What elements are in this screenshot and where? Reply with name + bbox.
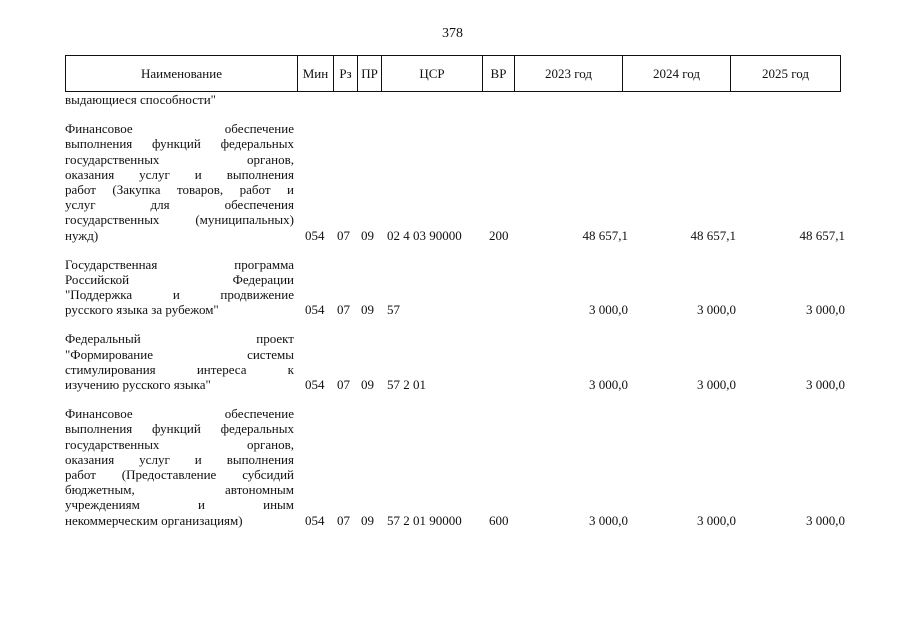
name-line: государственных органов, bbox=[65, 436, 294, 452]
header-2024: 2024 год bbox=[623, 56, 731, 92]
row-name bbox=[65, 406, 294, 528]
cell-min: 054 bbox=[305, 512, 325, 528]
row-values bbox=[65, 302, 850, 317]
row-values bbox=[65, 513, 850, 528]
name-line: нужд) bbox=[65, 227, 99, 243]
cell-2025: 3 000,0 bbox=[806, 377, 845, 392]
row-name bbox=[65, 92, 294, 107]
name-line: Российской Федерации bbox=[65, 271, 294, 287]
name-line: "Поддержка и продвижение bbox=[65, 287, 294, 303]
name-line: выдающиеся способности" bbox=[65, 92, 216, 107]
name-line: Государственная программа bbox=[65, 256, 294, 272]
header-pr: ПР bbox=[358, 56, 382, 92]
name-line: услуг для обеспечения bbox=[65, 197, 294, 213]
cell-csr: 57 2 01 bbox=[387, 377, 426, 392]
header-2023: 2023 год bbox=[515, 56, 623, 92]
name-line: работ (Предоставление субсидий bbox=[65, 466, 294, 482]
name-line: стимулирования интереса к bbox=[65, 361, 294, 377]
name-line: Финансовое обеспечение bbox=[65, 121, 294, 137]
header-vr: ВР bbox=[483, 56, 515, 92]
table-row bbox=[65, 406, 850, 528]
name-line: некоммерческим организациям) bbox=[65, 512, 243, 528]
table-header bbox=[65, 55, 841, 92]
name-line: оказания услуг и выполнения bbox=[65, 451, 294, 467]
cell-rz: 07 bbox=[337, 302, 350, 318]
header-2025: 2025 год bbox=[731, 56, 841, 92]
row-name bbox=[65, 121, 294, 243]
cell-pr: 09 bbox=[361, 302, 374, 318]
header-csr: ЦСР bbox=[382, 56, 483, 92]
header-min: Мин bbox=[298, 56, 334, 92]
row-values bbox=[65, 377, 850, 392]
cell-csr: 02 4 03 90000 bbox=[387, 227, 462, 243]
cell-2023: 3 000,0 bbox=[589, 302, 628, 318]
cell-2024: 48 657,1 bbox=[690, 227, 736, 243]
name-line: русского языка за рубежом" bbox=[65, 302, 219, 318]
cell-pr: 09 bbox=[361, 377, 374, 392]
name-line: государственных органов, bbox=[65, 151, 294, 167]
name-line: Федеральный проект bbox=[65, 331, 294, 347]
name-line: Финансовое обеспечение bbox=[65, 406, 294, 422]
cell-rz: 07 bbox=[337, 227, 350, 243]
cell-csr: 57 2 01 90000 bbox=[387, 512, 462, 528]
name-line: "Формирование системы bbox=[65, 346, 294, 362]
cell-2023: 48 657,1 bbox=[582, 227, 628, 243]
name-line: бюджетным, автономным bbox=[65, 482, 294, 498]
cell-rz: 07 bbox=[337, 377, 350, 392]
cell-2025: 48 657,1 bbox=[799, 227, 845, 243]
name-line: государственных (муниципальных) bbox=[65, 212, 294, 228]
cell-2025: 3 000,0 bbox=[806, 512, 845, 528]
table-row bbox=[65, 121, 850, 243]
cell-pr: 09 bbox=[361, 512, 374, 528]
cell-2024: 3 000,0 bbox=[697, 377, 736, 392]
cell-min: 054 bbox=[305, 302, 325, 318]
name-line: выполнения функций федеральных bbox=[65, 136, 294, 152]
table-row bbox=[65, 257, 850, 318]
page-number: 378 bbox=[442, 26, 463, 41]
cell-2023: 3 000,0 bbox=[589, 512, 628, 528]
cell-csr: 57 bbox=[387, 302, 400, 318]
name-line: выполнения функций федеральных bbox=[65, 421, 294, 437]
cell-vr: 200 bbox=[489, 227, 509, 243]
name-line: изучению русского языка" bbox=[65, 377, 211, 392]
name-line: работ (Закупка товаров, работ и bbox=[65, 181, 294, 197]
cell-2023: 3 000,0 bbox=[589, 377, 628, 392]
name-line: учреждениям и иным bbox=[65, 497, 294, 513]
cell-min: 054 bbox=[305, 227, 325, 243]
cell-2024: 3 000,0 bbox=[697, 302, 736, 318]
table-body bbox=[65, 92, 850, 528]
cell-2025: 3 000,0 bbox=[806, 302, 845, 318]
row-values bbox=[65, 228, 850, 243]
cell-2024: 3 000,0 bbox=[697, 512, 736, 528]
cell-vr: 600 bbox=[489, 512, 509, 528]
cell-min: 054 bbox=[305, 377, 325, 392]
table-row-continuation bbox=[65, 92, 850, 107]
cell-rz: 07 bbox=[337, 512, 350, 528]
table-row bbox=[65, 331, 850, 392]
name-line: оказания услуг и выполнения bbox=[65, 166, 294, 182]
cell-pr: 09 bbox=[361, 227, 374, 243]
header-rz: Рз bbox=[334, 56, 358, 92]
header-name: Наименование bbox=[66, 56, 298, 92]
